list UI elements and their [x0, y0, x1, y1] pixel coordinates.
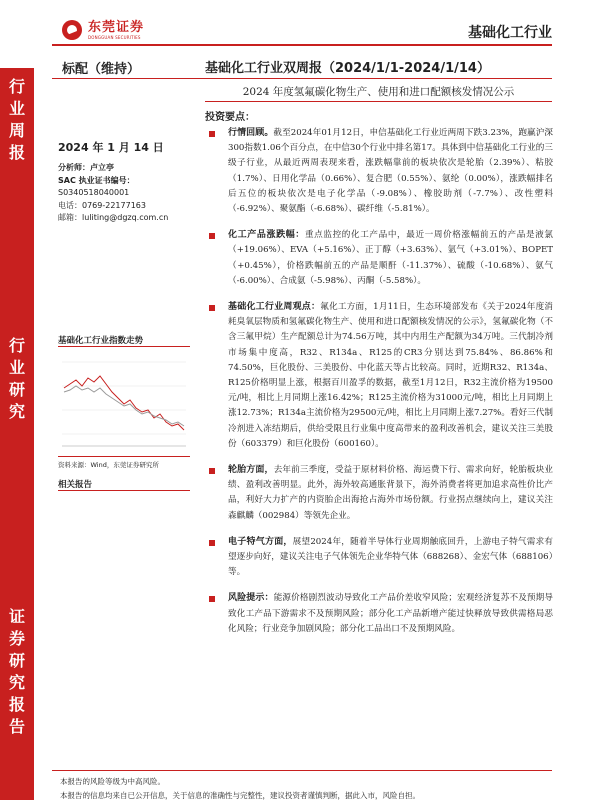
index-trend-chart-svg	[58, 348, 190, 454]
footnote-disclaimer: 本报告的信息均来自已公开信息，关于信息的准确性与完整性，建议投资者谨慎判断，据此入市，风险自担。	[60, 791, 420, 800]
analyst-email[interactable]: 邮箱：luliting@dgzq.com.cn	[58, 213, 169, 222]
highlight-body: 去年前三季度，受益于原材料价格、海运费下行、需求向好，轮胎板块业绩、盈利改善明显。此外，海外较高通胀背景下，海外消费者将更加追求高性价比产品，利好大力扩产的内资胎企出海抢占海外市场份额。行业拐点继续向上，建议关注森麒麟（002984）等领先企业。	[228, 465, 553, 521]
header-divider	[52, 44, 552, 46]
analyst-phone: 电话：0769-22177163	[58, 200, 146, 210]
side-label-char: 业	[8, 99, 25, 118]
related-rule	[58, 490, 190, 491]
side-label-report	[0, 606, 34, 738]
side-label-char: 行	[8, 336, 25, 355]
highlight-heading: 电子特气方面，	[228, 536, 293, 547]
bullet-square-icon	[209, 596, 215, 602]
side-label-char: 周	[8, 121, 25, 140]
side-label-char: 研	[8, 380, 25, 399]
subtitle-divider	[205, 101, 552, 102]
brand-name: 东莞证券	[88, 19, 145, 35]
related-reports-heading: 相关报告	[58, 480, 93, 490]
highlight-item	[205, 535, 553, 581]
chart-title: 基础化工行业指数走势	[58, 336, 144, 346]
chart-source: 资料来源：Wind，东莞证券研究所	[58, 461, 159, 469]
side-label-char: 究	[8, 673, 25, 692]
side-label-char: 究	[8, 402, 25, 421]
side-label-char: 报	[8, 143, 25, 162]
analyst-name: 分析师：卢立亭	[58, 163, 114, 172]
highlight-heading: 基础化工行业周观点：	[228, 302, 321, 313]
bullet-square-icon	[209, 468, 215, 474]
highlight-item	[205, 591, 553, 637]
side-label-char: 券	[8, 629, 25, 648]
highlight-item	[205, 126, 553, 217]
highlight-heading: 风险提示：	[228, 593, 274, 604]
index-trend-chart	[58, 348, 190, 454]
side-label-char: 行	[8, 77, 25, 96]
highlight-item	[205, 228, 553, 289]
highlight-body: 截至2024年01月12日，申信基础化工行业近两周下跌3.23%，跑赢沪深300指数1.06个百分点，在中信30个行业中排名第17。具体到中信基础化工行业的三级子行业，从最近两周表现来看，涨跌幅靠前的板块依次是轮胎（2.39%）、粘胶（1.7%）、日用化学品（0.66%）、复合肥（0.55%）、氨纶（0.00%），涨跌幅排名后五位的板块依次是电子化学品（-9.08%）、橡胶助剂（-7.7%）、改性塑料（-6.92%）、聚氨酯（-6.68%）、碳纤维（-5.81%）。	[228, 128, 553, 215]
side-label-weekly	[0, 76, 34, 164]
side-label-char: 业	[8, 358, 25, 377]
analyst-cert-label: SAC 执业证书编号：	[58, 175, 135, 185]
side-label-char: 证	[8, 607, 25, 626]
chart-line-industry	[64, 376, 184, 430]
brand-logo	[62, 20, 144, 40]
rating: 标配（维持）	[62, 62, 141, 77]
report-subtitle: 2024 年度氢氟碳化物生产、使用和进口配额核发情况公示	[242, 86, 515, 98]
analyst-info	[58, 162, 198, 225]
industry-title: 基础化工行业	[468, 25, 552, 41]
highlight-body: 展望2024年，随着半导体行业周期触底回升，上游电子特气需求有望逐步向好，建议关注电子气体领先企业华特气体（688268）、金宏气体（688106）等。	[228, 536, 553, 578]
brand-name-en: DONGGUAN SECURITIES	[88, 34, 141, 40]
chart-top-rule	[58, 346, 190, 347]
side-strip	[0, 68, 34, 800]
report-date: 2024 年 1 月 14 日	[58, 141, 164, 154]
invest-highlights	[205, 126, 553, 648]
side-label-char: 研	[8, 651, 25, 670]
footer-divider	[52, 770, 552, 771]
highlight-item	[205, 463, 553, 524]
side-label-char: 告	[8, 717, 25, 736]
chart-bottom-rule	[58, 456, 190, 457]
highlight-body: 能源价格剧烈波动导致化工产品价差收窄风险；宏观经济复苏不及预期导致化工产品下游需求不及预期风险；部分化工产品新增产能过快释放导致供需格局恶化风险；行业竞争加剧风险；部分化工品出口不及预期风险。	[228, 593, 553, 634]
chart-line-benchmark	[64, 386, 184, 426]
highlight-heading: 轮胎方面，	[228, 465, 274, 476]
bullet-square-icon	[209, 305, 215, 311]
highlight-heading: 化工产品涨跌幅：	[228, 230, 305, 241]
brand-logo-icon	[62, 20, 82, 40]
bullet-square-icon	[209, 233, 215, 239]
highlight-body: 重点监控的化工产品中，最近一周价格涨幅前五的产品是液氯（+19.06%）、EVA（+5.16%）、正丁醇（+3.63%）、氩气（+3.01%）、BOPET（+0.45%），价格跌幅前五的产品是顺酐（-11.37%）、硫酸（-10.68%）、氨气（-6.00%）、合成氨（-5.98%）、丙酮（-5.58%）。	[228, 230, 553, 286]
highlight-body: 氟化工方面，1月11日，生态环境部发布《关于2024年度消耗臭氧层物质和氢氟碳化物生产、使用和进口配额核发情况的公示》，氢氟碳化物（不含三氟甲烷）生产配额总计为74.56万吨，其中内用生产配额为34万吨。三代制冷剂市场集中度高，R32、R134a、R125的CR3分别达到75.84%、86.86%和74.50%，巨化股份、三美股份、中化蓝天等占比较高。同时，近期R32、R134a、R125价格明显上涨，根据百川盈孚的数据，截至1月12日，R32主流价格为19500元/吨，相比上月同期上涨16.42%；R125主流价格为31000元/吨，相比上月同期上涨12.73%；R134a主流价格为29500元/吨，相比上月同期上涨7.27%。看好三代制冷剂进入冻结期后，供给受限且行业集中度高带来的盈利改善机会，建议关注三美股份（603379）和巨化股份（600160）。	[228, 302, 553, 449]
invest-highlights-heading: 投资要点：	[205, 112, 255, 123]
report-title: 基础化工行业双周报（2024/1/1-2024/1/14）	[205, 61, 490, 76]
highlight-item	[205, 300, 553, 452]
title-divider	[52, 78, 552, 79]
bullet-square-icon	[209, 131, 215, 137]
side-label-char: 报	[8, 695, 25, 714]
bullet-square-icon	[209, 540, 215, 546]
side-label-research	[0, 335, 34, 423]
analyst-cert-no: S0340518040001	[58, 188, 130, 197]
highlight-heading: 行情回顾。	[228, 128, 274, 138]
footnote-risk-level: 本报告的风险等级为中高风险。	[60, 777, 165, 786]
